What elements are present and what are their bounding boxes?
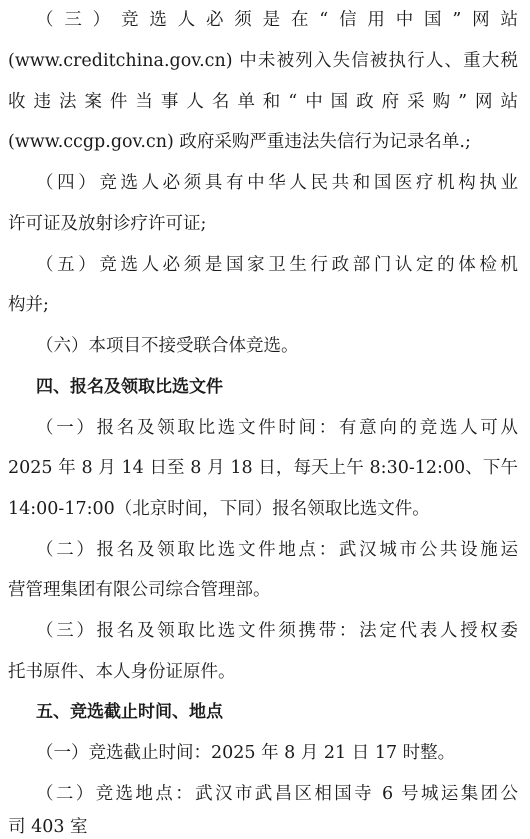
deadline-line: （一）竞选截止时间：2025 年 8 月 21 日 17 时整。 <box>36 743 456 763</box>
registration-time-line-3: 14:00-17:00（北京时间，下同）报名领取比选文件。 <box>8 499 430 519</box>
registration-place-line-1: （二）报名及领取比选文件地点：武汉城市公共设施运 <box>36 540 518 560</box>
credit-check-line-4: (www.ccgp.gov.cn) 政府采购严重违法失信行为记录名单.; <box>8 132 471 152</box>
license-line-2: 许可证及放射诊疗许可证; <box>8 214 207 234</box>
registration-docs-line-2: 托书原件、本人身份证原件。 <box>8 662 236 682</box>
venue-line-2: 司 403 室 <box>8 817 88 837</box>
registration-place-line-2: 营管理集团有限公司综合管理部。 <box>8 580 271 600</box>
credit-check-line-1: （三）竞选人必须是在“信用中国”网站 <box>36 10 518 30</box>
license-line-1: （四）竞选人必须具有中华人民共和国医疗机构执业 <box>36 173 518 193</box>
credit-check-line-2: (www.creditchina.gov.cn) 中未被列入失信被执行人、重大税 <box>8 51 518 71</box>
registration-time-line-2: 2025 年 8 月 14 日至 8 月 18 日，每天上午 8:30-12:00、下午 <box>8 458 518 478</box>
venue-line-1: （二）竞选地点：武汉市武昌区相国寺 6 号城运集团公 <box>36 784 518 804</box>
registration-time-line-1: （一）报名及领取比选文件时间：有意向的竞选人可从 <box>36 418 518 438</box>
recognition-line-1: （五）竞选人必须是国家卫生行政部门认定的体检机 <box>36 255 518 275</box>
section-heading-deadline: 五、竞选截止时间、地点 <box>36 702 223 722</box>
credit-check-line-3: 收违法案件当事人名单和“中国政府采购”网站 <box>8 92 518 112</box>
recognition-line-2: 构并; <box>8 295 49 315</box>
section-heading-registration: 四、报名及领取比选文件 <box>36 377 223 397</box>
registration-docs-line-1: （三）报名及领取比选文件须携带：法定代表人授权委 <box>36 621 518 641</box>
no-consortium-line: （六）本项目不接受联合体竞选。 <box>36 336 299 356</box>
